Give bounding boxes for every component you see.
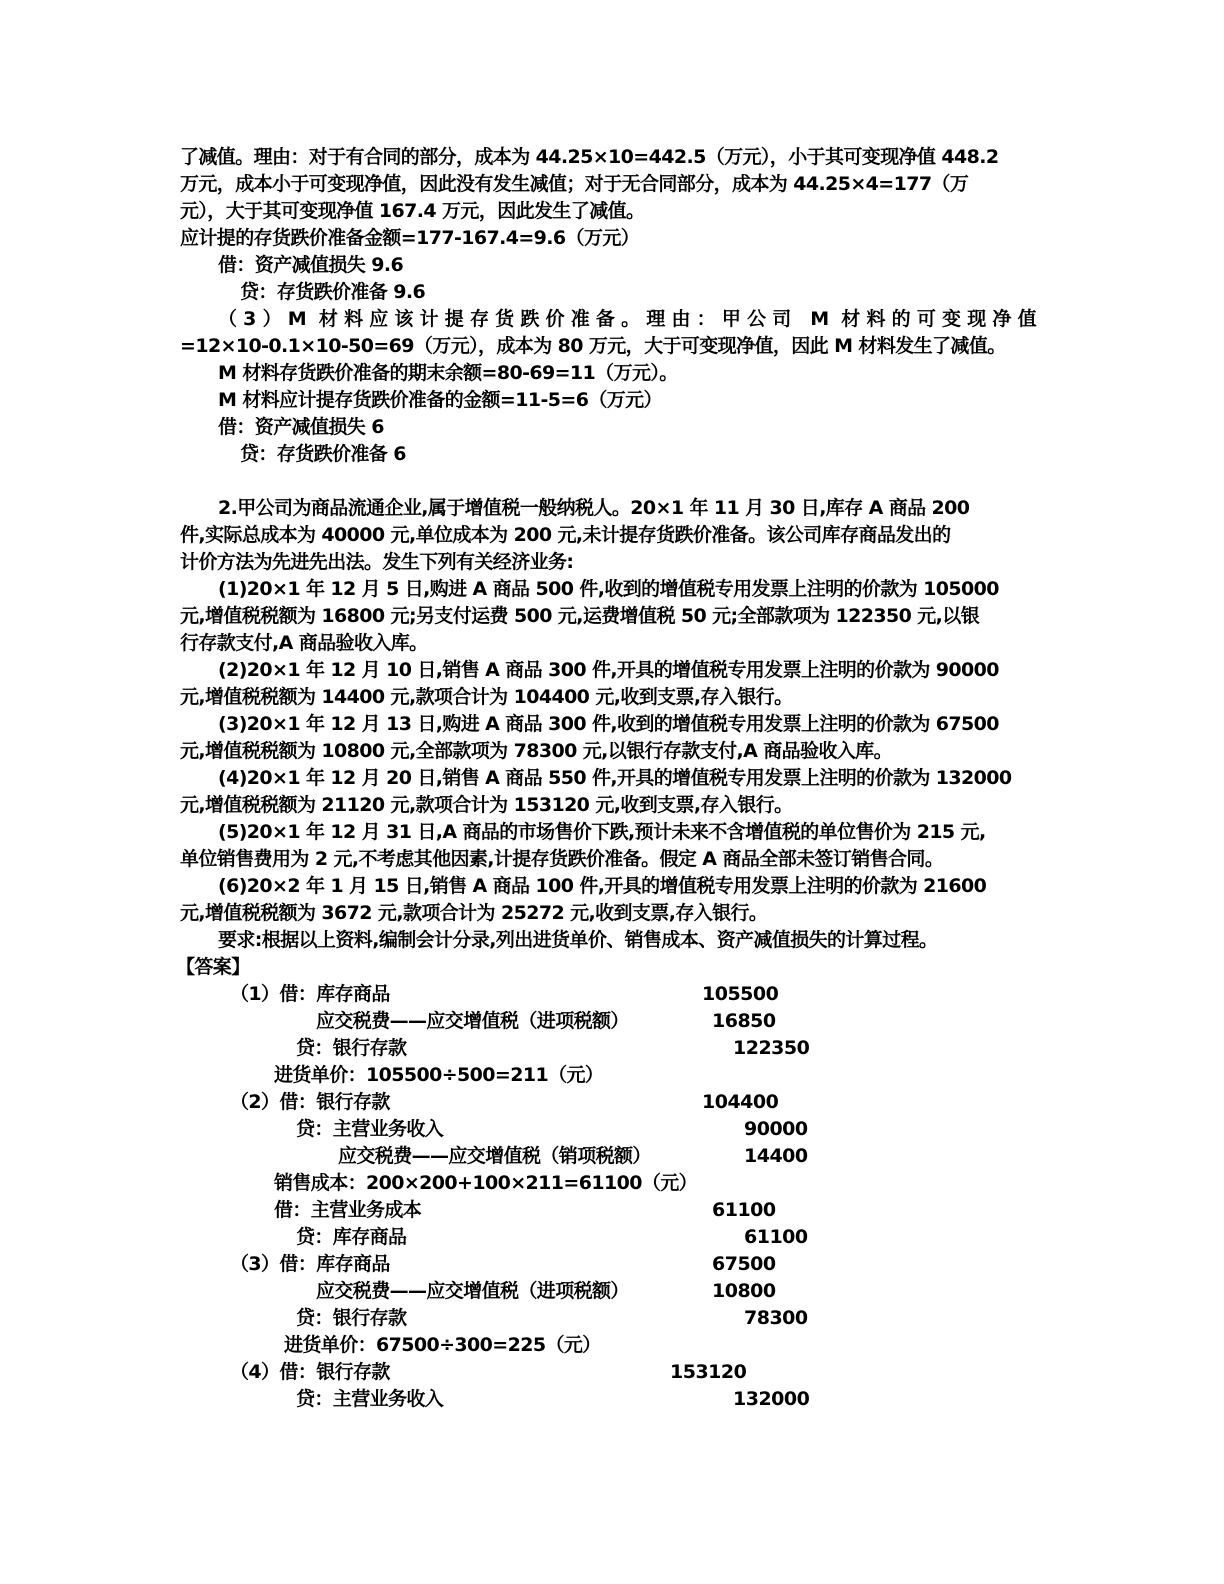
journal-entry-amount: 10800: [712, 1280, 776, 1302]
answer-heading: 【答案】: [176, 956, 250, 978]
journal-entry-amount: 67500: [712, 1253, 776, 1275]
text-line: 应计提的存货跌价准备金额=177-167.4=9.6（万元）: [180, 227, 640, 249]
question-line: 计价方法为先进先出法。发生下列有关经济业务:: [180, 551, 574, 573]
journal-credit-line: 贷：存货跌价准备 6: [240, 443, 406, 465]
question-line: (3)20×1 年 12 月 13 日,购进 A 商品 300 件,收到的增值税专用发票上注明的价款为 67500: [218, 713, 999, 735]
journal-debit-line: 借：资产减值损失 9.6: [218, 254, 404, 276]
journal-entry-amount: 61100: [712, 1199, 776, 1221]
text-line: （3）M 材料应该计提存货跌价准备。理由：甲公司 M 材料的可变现净值: [218, 308, 1036, 330]
journal-entry-text: （4）借：银行存款: [230, 1361, 390, 1383]
journal-entry-amount: 122350: [733, 1037, 810, 1059]
journal-entry-text: 应交税费——应交增值税（进项税额）: [316, 1010, 629, 1032]
journal-entry-amount: 132000: [733, 1388, 810, 1410]
journal-entry-text: （3）借：库存商品: [230, 1253, 390, 1275]
question-line: 元,增值税税额为 16800 元;另支付运费 500 元,运费增值税 50 元;全部款项为 122350 元,以银: [180, 605, 980, 627]
question-line: 单位销售费用为 2 元,不考虑其他因素,计提存货跌价准备。假定 A 商品全部未签订销售合同。: [180, 848, 944, 870]
journal-entry-amount: 78300: [744, 1307, 808, 1329]
journal-entry-amount: 14400: [744, 1145, 808, 1167]
question-line: 件,实际总成本为 40000 元,单位成本为 200 元,未计提存货跌价准备。该公司库存商品发出的: [180, 524, 951, 546]
journal-entry-text: 贷：银行存款: [296, 1037, 407, 1059]
journal-entry-text: （2）借：银行存款: [230, 1091, 390, 1113]
journal-entry-text: 贷：库存商品: [296, 1226, 407, 1248]
journal-entry-amount: 16850: [712, 1010, 776, 1032]
calculation-line: 进货单价：105500÷500=211（元）: [274, 1064, 604, 1086]
question-line: 元,增值税税额为 10800 元,全部款项为 78300 元,以银行存款支付,A 商品验收入库。: [180, 740, 893, 762]
journal-entry-text: （1）借：库存商品: [230, 983, 390, 1005]
calculation-line: 进货单价：67500÷300=225（元）: [284, 1334, 601, 1356]
journal-entry-text: 应交税费——应交增值税（销项税额）: [338, 1145, 651, 1167]
question-line: (5)20×1 年 12 月 31 日,A 商品的市场售价下跌,预计未来不含增值税的单位售价为 215 元,: [218, 821, 986, 843]
journal-entry-text: 贷：主营业务收入: [296, 1118, 444, 1140]
journal-entry-amount: 104400: [702, 1091, 779, 1113]
text-line: 元），大于其可变现净值 167.4 万元，因此发生了减值。: [180, 200, 645, 222]
journal-debit-line: 借：资产减值损失 6: [218, 416, 384, 438]
text-line: =12×10-0.1×10-50=69（万元），成本为 80 万元，大于可变现净值，因此 M 材料发生了减值。: [180, 335, 1006, 357]
text-line: 万元，成本小于可变现净值，因此没有发生减值；对于无合同部分，成本为 44.25×4=177（万: [180, 173, 969, 195]
calculation-line: 销售成本：200×200+100×211=61100（元）: [274, 1172, 698, 1194]
question-line: (4)20×1 年 12 月 20 日,销售 A 商品 550 件,开具的增值税专用发票上注明的价款为 132000: [218, 767, 1012, 789]
journal-entry-text: 应交税费——应交增值税（进项税额）: [316, 1280, 629, 1302]
question-line: 元,增值税税额为 3672 元,款项合计为 25272 元,收到支票,存入银行。: [180, 902, 768, 924]
question-line: (1)20×1 年 12 月 5 日,购进 A 商品 500 件,收到的增值税专用发票上注明的价款为 105000: [218, 578, 999, 600]
journal-entry-amount: 153120: [670, 1361, 747, 1383]
text-line: M 材料存货跌价准备的期末余额=80-69=11（万元）。: [218, 362, 678, 384]
journal-entry-amount: 105500: [702, 983, 779, 1005]
journal-entry-amount: 61100: [744, 1226, 808, 1248]
text-line: 了减值。理由：对于有合同的部分，成本为 44.25×10=442.5（万元），小于其可变现净值 448.2: [180, 146, 999, 168]
journal-entry-text: 贷：银行存款: [296, 1307, 407, 1329]
question-line: 元,增值税税额为 21120 元,款项合计为 153120 元,收到支票,存入银行。: [180, 794, 793, 816]
requirement-line: 要求:根据以上资料,编制会计分录,列出进货单价、销售成本、资产减值损失的计算过程。: [218, 929, 938, 951]
journal-credit-line: 贷：存货跌价准备 9.6: [240, 281, 426, 303]
question-line: 元,增值税税额为 14400 元,款项合计为 104400 元,收到支票,存入银行。: [180, 686, 793, 708]
journal-entry-text: 借：主营业务成本: [274, 1199, 422, 1221]
question-line: (2)20×1 年 12 月 10 日,销售 A 商品 300 件,开具的增值税专用发票上注明的价款为 90000: [218, 659, 999, 681]
question-line: (6)20×2 年 1 月 15 日,销售 A 商品 100 件,开具的增值税专用发票上注明的价款为 21600: [218, 875, 987, 897]
question-line: 行存款支付,A 商品验收入库。: [180, 632, 428, 654]
journal-entry-amount: 90000: [744, 1118, 808, 1140]
question-line: 2.甲公司为商品流通企业,属于增值税一般纳税人。20×1 年 11 月 30 日,库存 A 商品 200: [218, 497, 970, 519]
journal-entry-text: 贷：主营业务收入: [296, 1388, 444, 1410]
text-line: M 材料应计提存货跌价准备的金额=11-5=6（万元）: [218, 389, 662, 411]
